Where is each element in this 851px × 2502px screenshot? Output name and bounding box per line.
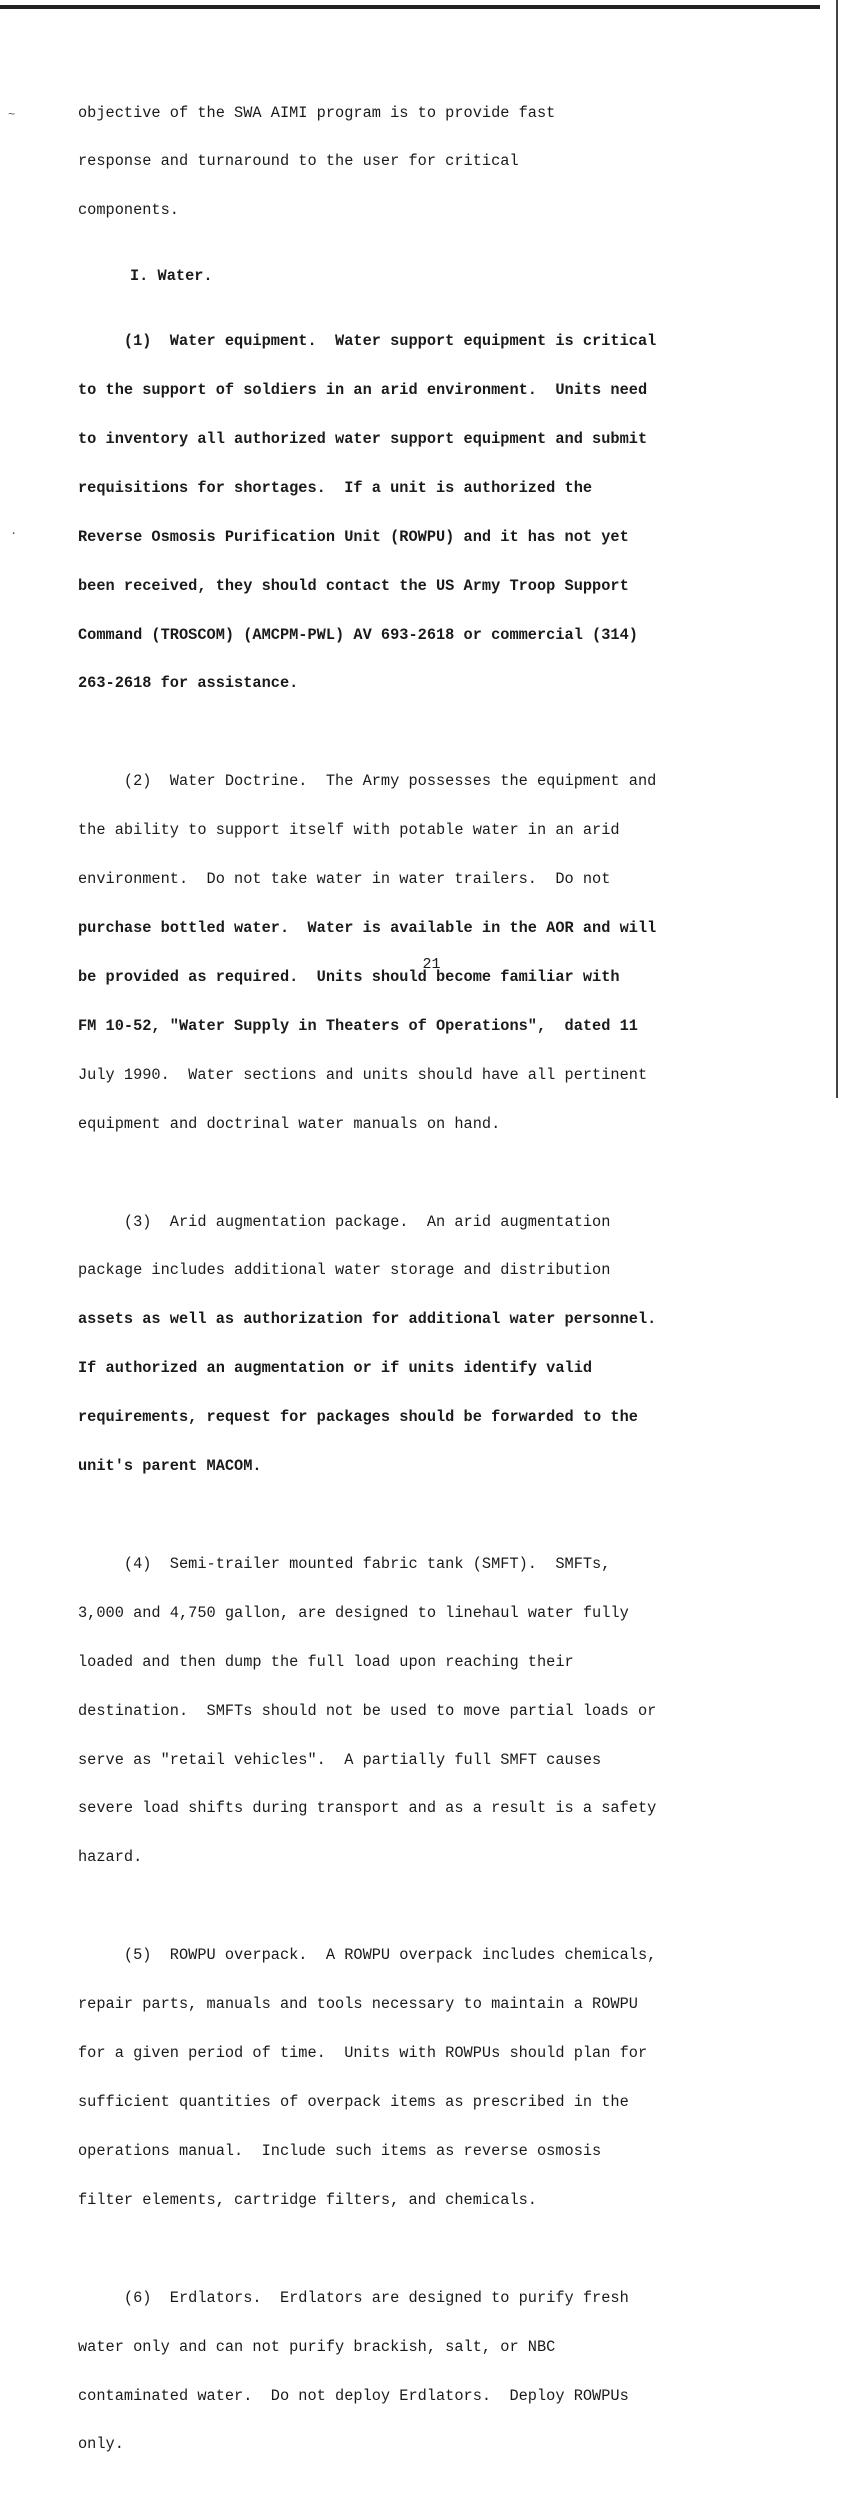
text-line: equipment and doctrinal water manuals on hand.	[78, 1114, 501, 1133]
text-line: FM 10-52, "Water Supply in Theaters of Operations", dated 11	[78, 1016, 638, 1035]
text-line: destination. SMFTs should not be used to move partial loads or	[78, 1701, 657, 1720]
text-line: (1) Water equipment. Water support equipment is critical	[78, 332, 657, 351]
text-line: repair parts, manuals and tools necessary to maintain a ROWPU	[78, 1995, 638, 2014]
paragraph-smft	[78, 1523, 718, 1898]
top-scan-rule	[0, 5, 820, 9]
document-page	[78, 72, 718, 2502]
right-scan-edge	[836, 0, 838, 1098]
text-line: (5) ROWPU overpack. A ROWPU overpack includes chemicals,	[78, 1946, 657, 1965]
text-line: purchase bottled water. Water is available in the AOR and will	[78, 919, 657, 938]
text-line: to the support of soldiers in an arid environment. Units need	[78, 381, 648, 400]
text-line: water only and can not purify brackish, salt, or NBC	[78, 2337, 556, 2356]
paragraph-rowpu-overpack	[78, 1915, 718, 2241]
text-line: only.	[78, 2435, 124, 2454]
paragraph-erdlators	[78, 2257, 718, 2485]
text-line: objective of the SWA AIMI program is to provide fast	[78, 103, 556, 122]
text-line: filter elements, cartridge filters, and chemicals.	[78, 2190, 537, 2209]
text-line: (2) Water Doctrine. The Army possesses the equipment and	[78, 772, 657, 791]
paragraph-water-doctrine	[78, 741, 718, 1165]
text-line: (4) Semi-trailer mounted fabric tank (SMFT). SMFTs,	[78, 1555, 611, 1574]
margin-mark-dot: .	[10, 524, 18, 538]
text-line: sufficient quantities of overpack items as prescribed in the	[78, 2093, 629, 2112]
text-line: contaminated water. Do not deploy Erdlators. Deploy ROWPUs	[78, 2386, 629, 2405]
text-line: be provided as required. Units should become familiar with	[78, 967, 620, 986]
text-line: (3) Arid augmentation package. An arid augmentation	[78, 1212, 611, 1231]
text-line: Command (TROSCOM) (AMCPM-PWL) AV 693-2618 or commercial (314)	[78, 625, 638, 644]
text-line: July 1990. Water sections and units should have all pertinent	[78, 1065, 648, 1084]
text-line: the ability to support itself with potable water in an arid	[78, 821, 620, 840]
text-line: (6) Erdlators. Erdlators are designed to purify fresh	[78, 2288, 629, 2307]
text-line: Reverse Osmosis Purification Unit (ROWPU) and it has not yet	[78, 527, 629, 546]
text-line: If authorized an augmentation or if units identify valid	[78, 1359, 593, 1378]
intro-paragraph	[78, 72, 718, 251]
text-line: loaded and then dump the full load upon reaching their	[78, 1652, 574, 1671]
paragraph-arid-augmentation	[78, 1181, 718, 1507]
text-line: to inventory all authorized water support equipment and submit	[78, 429, 648, 448]
text-line: operations manual. Include such items as reverse osmosis	[78, 2141, 602, 2160]
text-line: assets as well as authorization for additional water personnel.	[78, 1310, 657, 1329]
text-line: 263-2618 for assistance.	[78, 674, 299, 693]
text-line: hazard.	[78, 1848, 143, 1867]
paragraph-water-equipment	[78, 301, 718, 725]
text-line: components.	[78, 201, 179, 220]
page-number: 21	[422, 956, 441, 973]
text-line: serve as "retail vehicles". A partially full SMFT causes	[78, 1750, 602, 1769]
text-line: unit's parent MACOM.	[78, 1457, 262, 1476]
text-line: requisitions for shortages. If a unit is authorized the	[78, 478, 593, 497]
text-line: severe load shifts during transport and as a result is a safety	[78, 1799, 657, 1818]
text-line: requirements, request for packages should be forwarded to the	[78, 1408, 638, 1427]
text-line: been received, they should contact the US Army Troop Support	[78, 576, 629, 595]
section-heading: I. Water.	[130, 266, 213, 285]
text-line: 3,000 and 4,750 gallon, are designed to linehaul water fully	[78, 1603, 629, 1622]
text-line: for a given period of time. Units with ROWPUs should plan for	[78, 2044, 648, 2063]
text-line: response and turnaround to the user for critical	[78, 152, 519, 171]
margin-mark-tilde: ~	[8, 108, 16, 122]
text-line: package includes additional water storage and distribution	[78, 1261, 611, 1280]
text-line: environment. Do not take water in water trailers. Do not	[78, 870, 611, 889]
